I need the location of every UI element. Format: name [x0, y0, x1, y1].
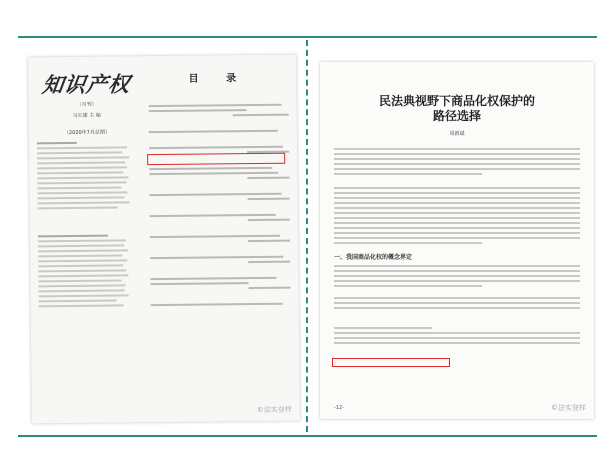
- toc-entry: [150, 277, 290, 290]
- table-of-contents-page: [28, 55, 300, 424]
- abstract-block: [334, 148, 580, 175]
- section-heading: 一、我国商品化权的概念界定: [334, 254, 413, 261]
- article-title-line2: 路径选择: [432, 109, 481, 123]
- toc-entry: [149, 130, 289, 133]
- toc-entry: [150, 193, 290, 201]
- body-text: [334, 265, 580, 309]
- toc-entry: [149, 104, 289, 117]
- article-title: [320, 94, 594, 124]
- issue-line: （2020年7月总期）: [63, 129, 110, 137]
- toc-entry: [150, 214, 290, 222]
- masthead-details: [37, 141, 139, 307]
- toc-entry: [150, 256, 290, 264]
- magazine-title: 知识产权: [40, 71, 132, 98]
- magazine-subtitle: （月刊）: [76, 101, 97, 108]
- footnote-highlight-box: [332, 358, 450, 367]
- editor-line: 马长建 主 编: [72, 112, 101, 119]
- body-text: [334, 187, 580, 244]
- article-author: 周新斌: [449, 131, 465, 137]
- toc-highlight-box: [147, 153, 285, 165]
- article-title-line1: 民法典视野下商品化权保护的: [378, 94, 535, 108]
- dashed-divider: [306, 40, 308, 432]
- toc-entry: [150, 235, 290, 243]
- watermark: ©法实登样: [256, 405, 292, 415]
- masthead-column: [36, 64, 139, 310]
- watermark: ©法实登样: [551, 404, 586, 412]
- toc-column: [148, 69, 291, 320]
- page-number: -12-: [334, 405, 344, 411]
- toc-title: 目 录: [188, 73, 249, 85]
- toc-entry: [151, 303, 291, 306]
- toc-entry: [149, 167, 289, 180]
- top-rule: [18, 36, 597, 38]
- bottom-rule: [18, 435, 597, 437]
- article-page: [320, 62, 594, 419]
- footnotes: [334, 327, 580, 344]
